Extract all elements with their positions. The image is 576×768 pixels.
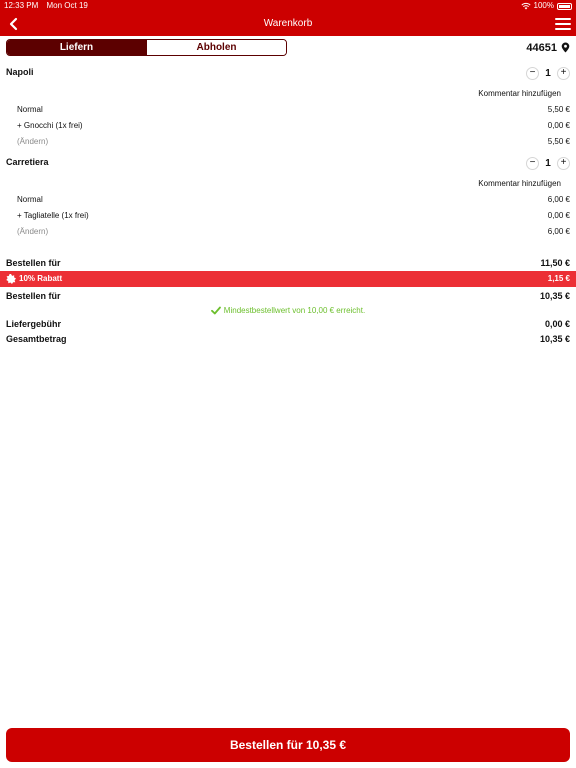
add-comment-link[interactable]: Kommentar hinzufügen: [478, 89, 561, 98]
subtotal-label: Bestellen für: [6, 258, 61, 268]
total-row: [0, 331, 576, 347]
item-total: 5,50 €: [547, 137, 570, 146]
min-order-message: Mindestbestellwert von 10,00 € erreicht.: [223, 305, 366, 315]
tab-abholen[interactable]: Abholen: [146, 40, 286, 55]
delivery-location[interactable]: [526, 39, 570, 56]
page-title: Warenkorb: [263, 18, 313, 29]
zip-code: 44651: [526, 41, 557, 54]
option-price: 6,00 €: [547, 195, 570, 204]
delivery-fee-row: [0, 316, 576, 332]
total-label: Gesamtbetrag: [6, 334, 67, 344]
total-value: 10,35 €: [539, 334, 570, 344]
add-comment-link[interactable]: Kommentar hinzufügen: [478, 179, 561, 188]
discount-label: 10% Rabatt: [19, 274, 63, 283]
list-item: [0, 224, 576, 240]
increase-quantity-button[interactable]: +: [557, 67, 570, 80]
after-discount-label: Bestellen für: [6, 291, 61, 301]
status-bar: [0, 0, 576, 12]
option-label: + Tagliatelle (1x frei): [17, 211, 89, 220]
status-date: Mon Oct 19: [46, 1, 88, 10]
min-order-notice: [0, 304, 576, 316]
list-item: [0, 102, 576, 118]
list-item: [0, 208, 576, 224]
item-name: Napoli: [6, 67, 34, 77]
map-pin-icon: [561, 42, 570, 53]
checkmark-icon: [211, 306, 221, 315]
option-label: + Gnocchi (1x frei): [17, 121, 83, 130]
quantity-stepper: [526, 66, 570, 80]
tab-liefern[interactable]: Liefern: [7, 40, 146, 55]
list-item: [0, 192, 576, 208]
discount-row: [0, 271, 576, 287]
decrease-quantity-button[interactable]: −: [526, 67, 539, 80]
place-order-button[interactable]: Bestellen für 10,35 €: [6, 728, 570, 762]
delivery-fee-value: 0,00 €: [544, 319, 570, 329]
wifi-icon: [521, 2, 531, 10]
after-discount-row: [0, 288, 576, 304]
option-label: Normal: [17, 105, 43, 114]
after-discount-value: 10,35 €: [539, 291, 570, 301]
item-name: Carretiera: [6, 157, 49, 167]
battery-icon: [557, 3, 572, 10]
option-price: 5,50 €: [547, 105, 570, 114]
option-label: Normal: [17, 195, 43, 204]
item-quantity: 1: [545, 157, 551, 169]
battery-percent: 100%: [533, 1, 554, 10]
delivery-fee-label: Liefergebühr: [6, 319, 62, 329]
change-item-link[interactable]: (Ändern): [17, 227, 49, 236]
discount-badge-icon: [6, 274, 16, 284]
discount-value: 1,15 €: [547, 274, 570, 283]
item-quantity: 1: [545, 67, 551, 79]
status-time: 12:33 PM: [4, 1, 39, 10]
option-price: 0,00 €: [547, 211, 570, 220]
item-total: 6,00 €: [547, 227, 570, 236]
option-price: 0,00 €: [547, 121, 570, 130]
delivery-toggle: [6, 39, 287, 56]
list-item: [0, 134, 576, 150]
quantity-stepper: [526, 156, 570, 170]
change-item-link[interactable]: (Ändern): [17, 137, 49, 146]
hamburger-menu-icon[interactable]: [554, 16, 572, 32]
increase-quantity-button[interactable]: +: [557, 157, 570, 170]
list-item: [0, 118, 576, 134]
nav-bar: [0, 12, 576, 36]
subtotal-value: 11,50 €: [540, 258, 570, 268]
subtotal-row: [0, 255, 576, 271]
decrease-quantity-button[interactable]: −: [526, 157, 539, 170]
